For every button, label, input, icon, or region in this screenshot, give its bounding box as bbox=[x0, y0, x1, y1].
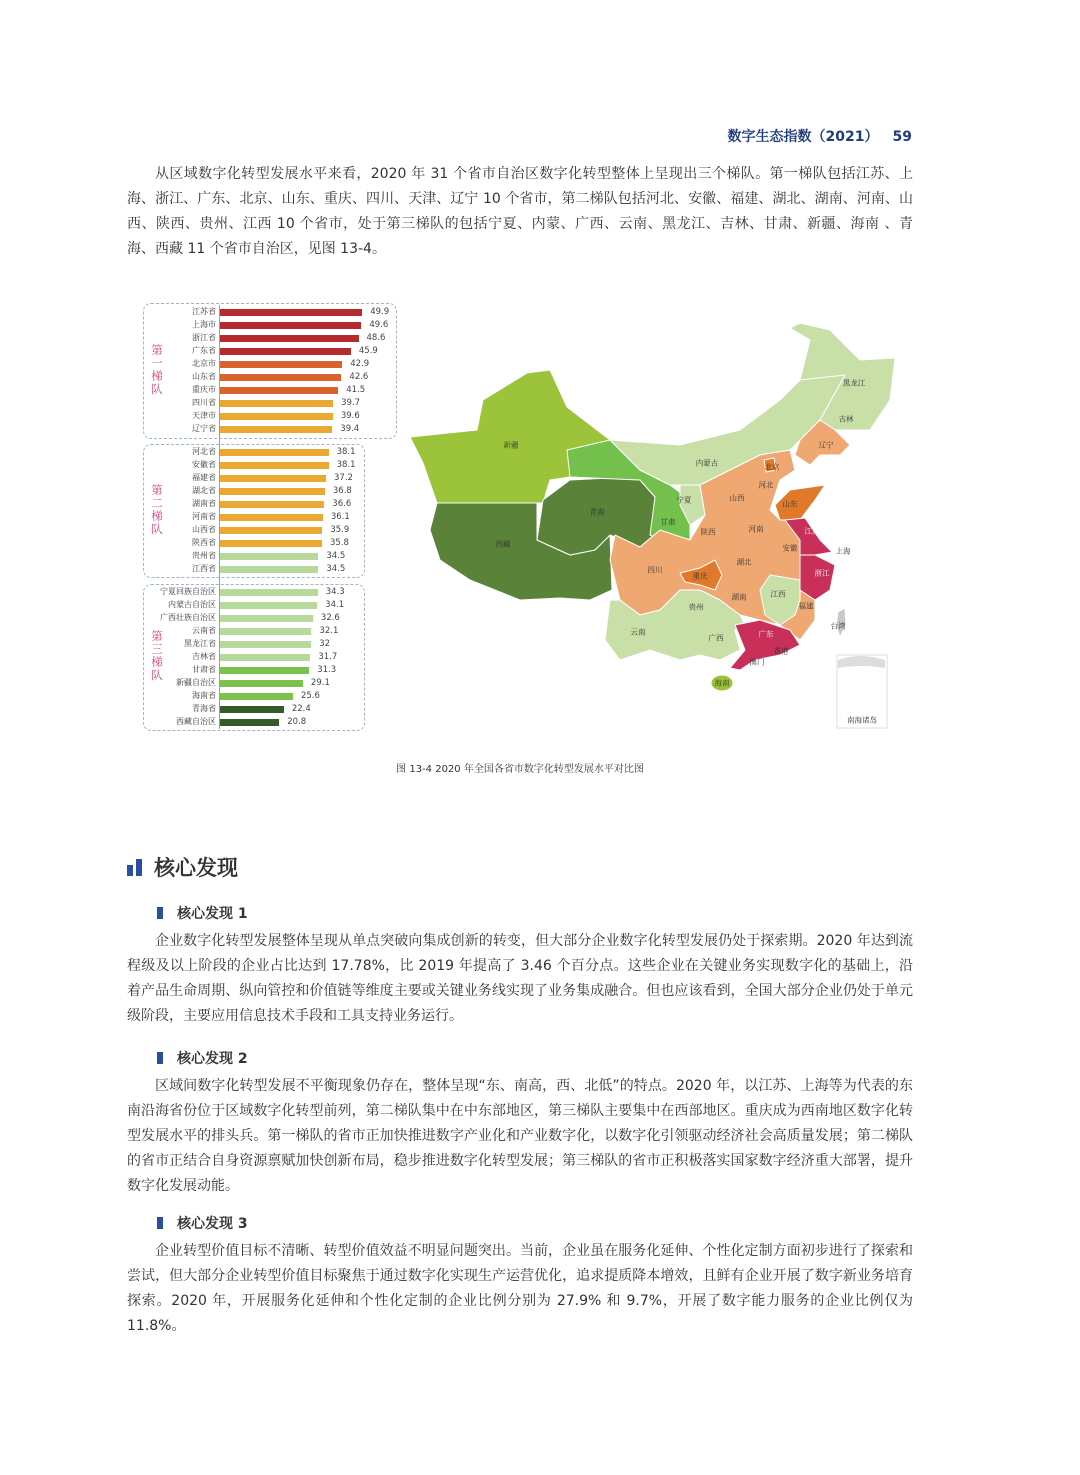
bar-label: 浙江省 bbox=[192, 333, 216, 342]
bar-label: 广西壮族自治区 bbox=[160, 613, 216, 622]
map-label: 重庆 bbox=[692, 571, 708, 581]
map-label: 山东 bbox=[782, 499, 798, 509]
map-label: 湖南 bbox=[731, 592, 747, 602]
map-label: 南海诸岛 bbox=[847, 715, 877, 725]
bar-value-label: 48.6 bbox=[366, 333, 386, 343]
finding-1-text: 企业数字化转型发展整体呈现从单点突破向集成创新的转变，但大部分企业数字化转型发展仍处于探索期。2020 年达到流程级及以上阶段的企业占比达到 17.78%，比 2019 年提高了 3.46 个百分点。这些企业在关键业务实现数字化的基础上，沿着产品生命周期、纵向管控和价值链等维度主要或关键业务线实现了业务集成融合。但也应该看到，全国大部分企业仍处于单元级阶段，主要应用信息技术手段和工具支持业务运行。 bbox=[127, 933, 913, 1024]
map-label: 四川 bbox=[647, 565, 663, 575]
map-label: 福建 bbox=[798, 601, 814, 611]
bar-heading-icon bbox=[127, 859, 142, 876]
bar-label: 黑龙江省 bbox=[184, 639, 216, 648]
bar-value-label: 34.5 bbox=[326, 564, 346, 574]
bar-label: 吉林省 bbox=[192, 652, 216, 661]
bar-value-label: 36.1 bbox=[330, 512, 350, 522]
map-label: 澳门 bbox=[749, 657, 765, 667]
bar-label: 辽宁省 bbox=[192, 424, 216, 433]
bar-value-label: 25.6 bbox=[300, 691, 320, 701]
bar-value-label: 39.4 bbox=[340, 424, 360, 434]
figure-caption: 图 13-4 2020 年全国各省市数字化转型发展水平对比图 bbox=[396, 764, 644, 775]
map-label: 黑龙江 bbox=[842, 378, 866, 388]
bar-value-label: 31.7 bbox=[318, 652, 338, 662]
bar-label: 贵州省 bbox=[192, 551, 216, 560]
finding-2-heading bbox=[157, 1048, 248, 1068]
bar-value-label: 32.6 bbox=[320, 613, 340, 623]
finding-3-title: 核心发现 3 bbox=[177, 1216, 248, 1232]
tier1-label: 第一梯队 bbox=[151, 343, 163, 396]
bar-label: 新疆自治区 bbox=[176, 678, 216, 687]
map-label: 北京 bbox=[764, 462, 780, 472]
bar-value-label: 29.1 bbox=[310, 678, 330, 688]
tier3-label: 第三梯队 bbox=[151, 629, 163, 682]
bar-label: 广东省 bbox=[192, 346, 216, 355]
bar-label: 天津市 bbox=[192, 411, 216, 420]
bar-value-label: 36.6 bbox=[332, 499, 352, 509]
bar-label: 山东省 bbox=[192, 372, 216, 381]
bar-label: 内蒙古自治区 bbox=[168, 600, 216, 609]
map-label: 辽宁 bbox=[818, 440, 834, 450]
intro-paragraph: 从区域数字化转型发展水平来看，2020 年 31 个省市自治区数字化转型整体上呈现出三个梯队。第一梯队包括江苏、上海、浙江、广东、北京、山东、重庆、四川、天津、辽宁 10 个省市，第二梯队包括河北、安徽、福建、湖北、湖南、河南、山西、陕西、贵州、江西 10 个省市，处于第三梯队的包括宁夏、内蒙、广西、云南、黑龙江、吉林、甘肃、新疆、海南 、青海、西藏 11 个省市自治区，见图 13-4。 bbox=[127, 166, 913, 257]
bar-value-label: 35.9 bbox=[330, 525, 350, 535]
bar-label: 云南省 bbox=[192, 626, 216, 635]
bar-label: 江苏省 bbox=[192, 307, 216, 316]
map-label: 海南 bbox=[714, 678, 730, 688]
bar-label: 江西省 bbox=[192, 564, 216, 573]
bar-value-label: 39.7 bbox=[341, 398, 361, 408]
square-bullet-icon bbox=[157, 1217, 163, 1229]
map-label: 台湾 bbox=[830, 621, 846, 631]
bar-value-label: 49.6 bbox=[369, 320, 389, 330]
map-label: 上海 bbox=[835, 546, 851, 556]
section-title: 核心发现 bbox=[154, 856, 238, 880]
bar-label: 湖南省 bbox=[192, 499, 216, 508]
bar-label: 宁夏回族自治区 bbox=[160, 587, 216, 596]
finding-1-heading bbox=[157, 903, 248, 923]
bar-value-label: 34.3 bbox=[325, 587, 345, 597]
map-label: 湖北 bbox=[736, 557, 752, 567]
bar-value-label: 45.9 bbox=[358, 346, 378, 356]
map-label: 内蒙古 bbox=[695, 458, 719, 468]
bar-label: 安徽省 bbox=[192, 460, 216, 469]
bar-value-label: 34.1 bbox=[325, 600, 345, 610]
page-number: 59 bbox=[892, 129, 912, 145]
bar-label: 陕西省 bbox=[192, 538, 216, 547]
bar-label: 河南省 bbox=[192, 512, 216, 521]
map-label: 安徽 bbox=[782, 543, 798, 553]
tier2-label: 第二梯队 bbox=[151, 483, 163, 536]
map-label: 广东 bbox=[758, 629, 774, 639]
bar-value-label: 41.5 bbox=[346, 385, 366, 395]
bar-value-label: 38.1 bbox=[336, 460, 356, 470]
bar-label: 重庆市 bbox=[192, 385, 216, 394]
bar-value-label: 34.5 bbox=[326, 551, 346, 561]
bar-label: 甘肃省 bbox=[192, 665, 216, 674]
bar-label: 河北省 bbox=[192, 447, 216, 456]
bar-value-label: 35.8 bbox=[330, 538, 349, 548]
map-label: 河北 bbox=[758, 480, 774, 490]
bar-label: 青海省 bbox=[192, 704, 216, 713]
map-label: 陕西 bbox=[700, 527, 716, 537]
bar-value-label: 39.6 bbox=[340, 411, 360, 421]
bar-label: 四川省 bbox=[192, 398, 216, 407]
map-label: 吉林 bbox=[838, 414, 854, 424]
map-label: 河南 bbox=[748, 524, 764, 534]
bar-value-label: 32.1 bbox=[319, 626, 339, 636]
bar-value-label: 31.3 bbox=[317, 665, 337, 675]
map-label: 云南 bbox=[630, 627, 646, 637]
bar-label: 海南省 bbox=[192, 691, 216, 700]
bar-value-label: 20.8 bbox=[287, 717, 307, 727]
finding-3-text: 企业转型价值目标不清晰、转型价值效益不明显问题突出。当前，企业虽在服务化延伸、个性化定制方面初步进行了探索和尝试，但大部分企业转型价值目标聚焦于通过数字化实现生产运营优化，追求提质降本增效，且鲜有企业开展了数字新业务培育探索。2020 年，开展服务化延伸和个性化定制的企业比例分别为 27.9% 和 9.7%，开展了数字能力服务的企业比例仅为 11.8%。 bbox=[127, 1243, 913, 1334]
map-label: 青海 bbox=[589, 507, 605, 517]
map-label: 山西 bbox=[729, 493, 745, 503]
map-label: 广西 bbox=[708, 633, 724, 643]
map-label: 新疆 bbox=[503, 440, 519, 450]
bar-value-label: 22.4 bbox=[291, 704, 311, 714]
finding-1-title: 核心发现 1 bbox=[177, 906, 248, 922]
bar-value-label: 42.6 bbox=[349, 372, 369, 382]
bar-value-label: 37.2 bbox=[334, 473, 353, 483]
map-label: 香港 bbox=[773, 646, 789, 656]
bar-label: 福建省 bbox=[192, 473, 216, 482]
bar-value-label: 42.9 bbox=[350, 359, 370, 369]
map-label: 江西 bbox=[770, 589, 786, 599]
bar-label: 湖北省 bbox=[192, 486, 216, 495]
bar-value-label: 49.9 bbox=[370, 307, 390, 317]
finding-2-title: 核心发现 2 bbox=[177, 1051, 248, 1067]
bar-value-label: 32 bbox=[319, 639, 331, 649]
section-heading bbox=[127, 852, 238, 882]
bar-value-label: 38.1 bbox=[336, 447, 356, 457]
map-label: 浙江 bbox=[814, 568, 830, 578]
map-label: 贵州 bbox=[688, 602, 704, 612]
bar-value-label: 36.8 bbox=[332, 486, 352, 496]
finding-2-text: 区域间数字化转型发展不平衡现象仍存在，整体呈现“东、南高，西、北低”的特点。2020 年，以江苏、上海等为代表的东南沿海省份位于区域数字化转型前列，第二梯队集中在中东部地区，第三梯队主要集中在西部地区。重庆成为西南地区数字化转型发展水平的排头兵。第一梯队的省市正加快推进数字产业化和产业数字化，以数字化引领驱动经济社会高质量发展；第二梯队的省市正结合自身资源禀赋加快创新布局，稳步推进数字化转型发展；第三梯队的省市正积极落实国家数字经济重大部署，提升数字化发展动能。 bbox=[127, 1078, 913, 1194]
map-label: 宁夏 bbox=[676, 495, 692, 505]
square-bullet-icon bbox=[157, 1052, 163, 1064]
bar-label: 西藏自治区 bbox=[176, 717, 216, 726]
finding-3-heading bbox=[157, 1213, 248, 1233]
bar-label: 北京市 bbox=[192, 359, 216, 368]
running-header-title: 数字生态指数（2021） bbox=[727, 129, 879, 145]
map-label: 西藏 bbox=[495, 539, 511, 549]
map-label: 甘肃 bbox=[660, 517, 676, 527]
bar-label: 山西省 bbox=[192, 525, 216, 534]
bar-label: 上海市 bbox=[192, 320, 216, 329]
square-bullet-icon bbox=[157, 907, 163, 919]
map-label: 江苏 bbox=[804, 526, 820, 536]
